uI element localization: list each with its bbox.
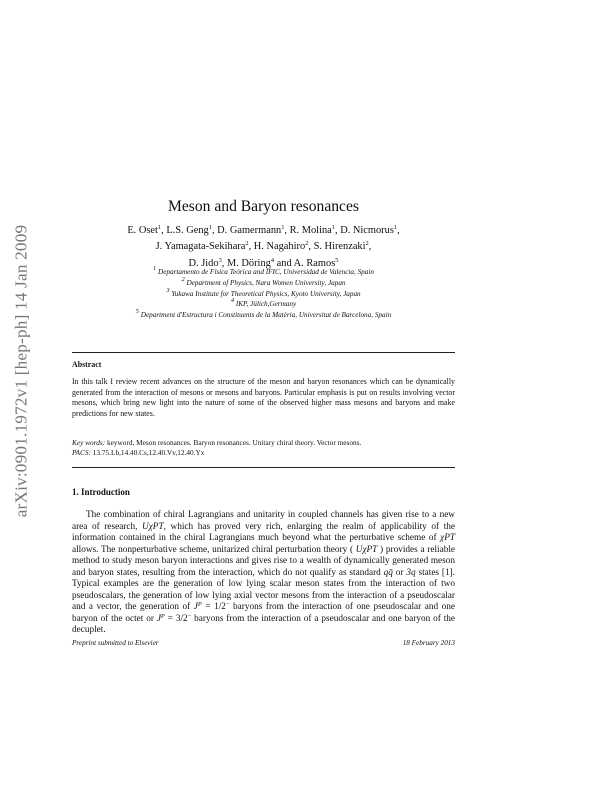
affiliation: $^2$ Department of Physics, Nara Women University, Japan: [181, 275, 346, 287]
affiliation: $^5$ Department d'Estructura i Constituents de la Matèria, Universitat de Barcelona, Spain: [135, 308, 392, 320]
section-heading: 1. Introduction: [72, 487, 130, 497]
arxiv-stamp-text: arXiv:0901.1972v1 [hep-ph] 14 Jan 2009: [11, 224, 30, 518]
keywords-line: Key words: keyword, Meson resonances. Baryon resonances. Unitary chiral theory. Vector mesons.: [72, 438, 362, 447]
footer-preprint-note: Preprint submitted to Elsevier: [72, 639, 159, 647]
author: A. Ramos$^5$: [293, 256, 339, 269]
author-list: [72, 223, 455, 272]
abstract-top-rule: [72, 352, 455, 353]
author: D. Gamermann$^1$,: [217, 224, 290, 236]
affiliation: $^1$ Departamento de Física Teórica and IFIC, Universidad de Valencia, Spain: [153, 265, 374, 276]
author: R. Molina$^1$,: [289, 224, 341, 236]
author: H. Nagahiro$^2$,: [253, 240, 314, 253]
author: E. Oset$^1$,: [127, 224, 167, 236]
pacs-line: PACS: 13.75.Lb,14.40.Cs,12.40.Vv,12.40.Yx: [72, 448, 205, 457]
keywords-block: [72, 438, 455, 458]
author: L.S. Geng$^1$,: [166, 224, 218, 236]
author: M. Döring$^4$ and: [226, 256, 294, 269]
page-footer: [72, 639, 455, 647]
affiliation-list: [60, 267, 467, 321]
introduction-paragraph: The combination of chiral Lagrangians and unitarity in coupled channels has given rise to a new area of research, UχPT, which has proved very rich, enlarging the realm of applicability of the information contained in the chiral Lagrangians much beyond what the perturbative scheme of χPT allows. The nonperturbative scheme, unitarized chiral perturbation theory ( UχPT ) provides a reliable method to study meson baryon interactions and gives rise to a wealth of dynamically generated meson and baryon states, resulting from the interaction, which do not qualify as standard qq̄ or 3q states [1]. Typical examples are the generation of low lying scalar meson states from the interaction of two pseudoscalars, the generation of low lying axial vector mesons from the interaction of a pseudoscalar and a vector, the generation of $J^P = 1/2^-$ baryons from the interaction of one pseudoscalar and one baryon of the octet or $J^P = 3/2^-$ baryons from the interaction of a pseudoscalar and one baryon of the decuplet.: [72, 510, 456, 636]
author: S. Hirenzaki$^2$,: [313, 240, 372, 253]
author: D. Jido$^3$,: [188, 256, 227, 269]
paper-title: Meson and Baryon resonances: [168, 198, 359, 215]
footer-date: 18 February 2013: [402, 639, 455, 647]
author: J. Yamagata-Sekihara$^2$,: [155, 240, 254, 253]
abstract-heading: Abstract: [72, 360, 102, 369]
affiliation: $^3$ Yukawa Institute for Theoretical Physics, Kyoto University, Japan: [166, 286, 361, 298]
arxiv-stamp: [5, 196, 37, 546]
abstract-text: In this talk I review recent advances on the structure of the meson and baryon resonances which can be dynamically generated from the interaction of mesons or mesons and baryons. Particular emphasis is put on results involving vector mesons, which bring new light into the nature of some of the observed higher mass mesons and baryons and make predictions for new states.: [72, 377, 455, 418]
affiliation: $^4$ IKP, Jülich,Germany: [230, 297, 297, 309]
abstract-bottom-rule: [72, 467, 455, 468]
author: D. Nicmorus$^1$,: [340, 224, 400, 236]
